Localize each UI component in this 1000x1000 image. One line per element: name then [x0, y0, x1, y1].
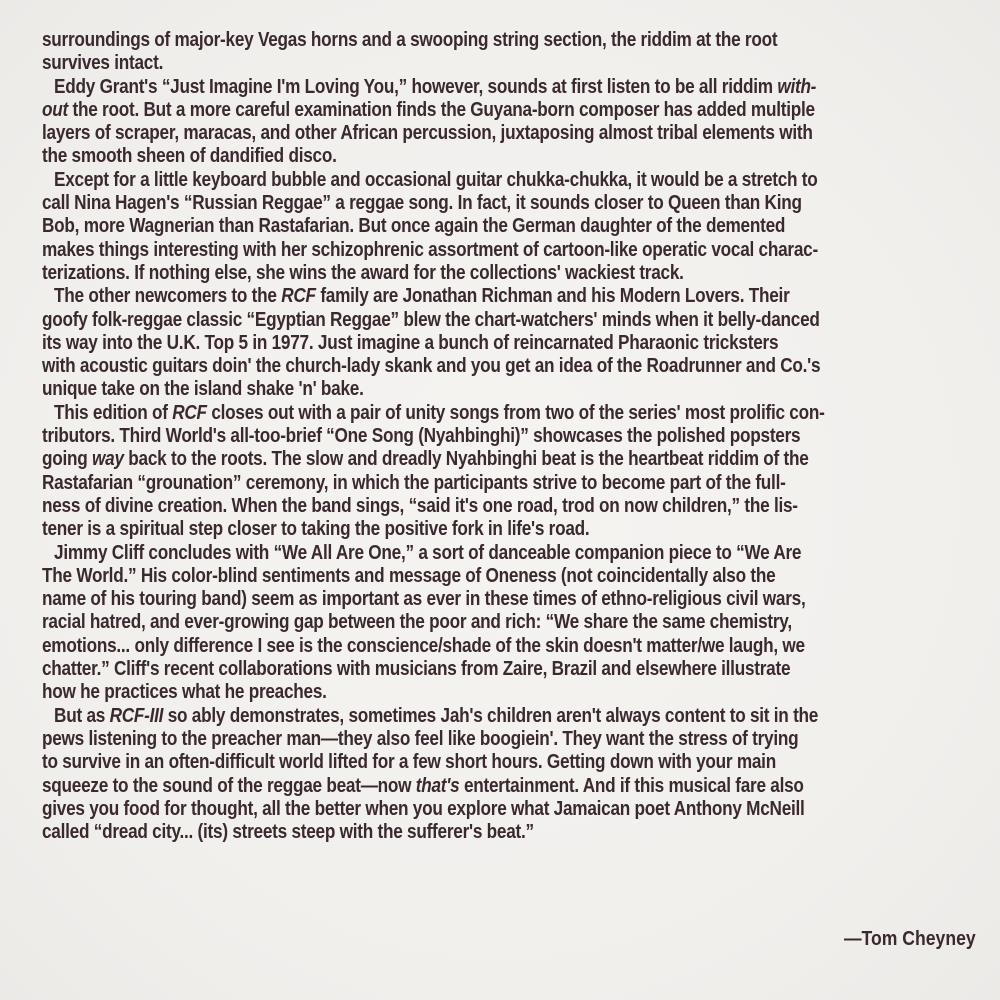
text-line: makes things interesting with her schizophrenic assortment of cartoon-like operatic vocal charac- — [42, 238, 818, 261]
text-line: surroundings of major-key Vegas horns and a swooping string section, the riddim at the root — [42, 29, 778, 51]
text-line: Except for a little keyboard bubble and occasional guitar chukka-chukka, it would be a stretch to — [54, 168, 818, 191]
text-line: This edition of RCF closes out with a pair of unity songs from two of the series' most prolific con- — [54, 401, 825, 424]
text-line: Bob, more Wagnerian than Rastafarian. But once again the German daughter of the demented — [42, 215, 786, 238]
text-line: But as RCF-III so ably demonstrates, sometimes Jah's children aren't always content to sit in the — [54, 704, 819, 727]
text-line: gives you food for thought, all the better when you explore what Jamaican poet Anthony McNeill — [42, 797, 805, 820]
text-line: the smooth sheen of dandified disco. — [42, 145, 337, 168]
text-line: unique take on the island shake 'n' bake. — [42, 378, 364, 401]
text-line: squeeze to the sound of the reggae beat—now that's entertainment. And if this musical fare also — [42, 774, 804, 797]
text-line: name of his touring band) seem as important as ever in these times of ethno-religious civil wars, — [42, 588, 806, 611]
text-line: goofy folk-reggae classic “Egyptian Reggae” blew the chart-watchers' minds when it belly-danced — [42, 308, 820, 331]
text-line: out the root. But a more careful examination finds the Guyana-born composer has added multiple — [42, 98, 815, 121]
text-line: pews listening to the preacher man—they also feel like boogiein'. They want the stress of trying — [42, 727, 799, 750]
text-line: The other newcomers to the RCF family are Jonathan Richman and his Modern Lovers. Their — [54, 285, 790, 308]
text-line: layers of scraper, maracas, and other African percussion, juxtaposing almost tribal elements with — [42, 122, 813, 145]
text-line: its way into the U.K. Top 5 in 1977. Just imagine a bunch of reincarnated Pharaonic tricksters — [42, 331, 779, 354]
text-line: racial hatred, and ever-growing gap between the poor and rich: “We share the same chemistry, — [42, 611, 792, 634]
text-line: Eddy Grant's “Just Imagine I'm Loving You,” however, sounds at first listen to be all riddim with- — [54, 75, 817, 98]
text-line: tener is a spiritual step closer to taking the positive fork in life's road. — [42, 518, 590, 541]
text-line: The World.” His color-blind sentiments and message of Oneness (not coincidentally also the — [42, 564, 776, 587]
liner-notes-text — [42, 29, 977, 844]
text-line: survives intact. — [42, 52, 164, 75]
text-line: to survive in an often-difficult world lifted for a few short hours. Getting down with your main — [42, 751, 776, 774]
text-line: called “dread city... (its) streets steep with the sufferer's beat.” — [42, 821, 534, 844]
text-line: how he practices what he preaches. — [42, 681, 327, 704]
text-line: going way back to the roots. The slow and dreadly Nyahbinghi beat is the heartbeat riddim of the — [42, 448, 809, 471]
author-signature: —Tom Cheyney — [844, 928, 976, 950]
text-line: chatter.” Cliff's recent collaborations with musicians from Zaire, Brazil and elsewhere illustrate — [42, 658, 791, 681]
text-line: terizations. If nothing else, she wins the award for the collections' wackiest track. — [42, 261, 684, 284]
text-line: Rastafarian “grounation” ceremony, in which the participants strive to become part of the full- — [42, 471, 786, 494]
text-line: call Nina Hagen's “Russian Reggae” a reggae song. In fact, it sounds closer to Queen than King — [42, 192, 802, 215]
text-line: ness of divine creation. When the band sings, “said it's one road, trod on now children,” the lis- — [42, 494, 798, 517]
text-line: Jimmy Cliff concludes with “We All Are One,” a sort of danceable companion piece to “We Are — [54, 541, 802, 564]
text-line: emotions... only difference I see is the conscience/shade of the skin doesn't matter/we laugh, we — [42, 634, 805, 657]
text-line: tributors. Third World's all-too-brief “One Song (Nyahbinghi)” showcases the polished popsters — [42, 425, 801, 448]
text-line: with acoustic guitars doin' the church-lady skank and you get an idea of the Roadrunner and Co.'s — [42, 355, 821, 378]
